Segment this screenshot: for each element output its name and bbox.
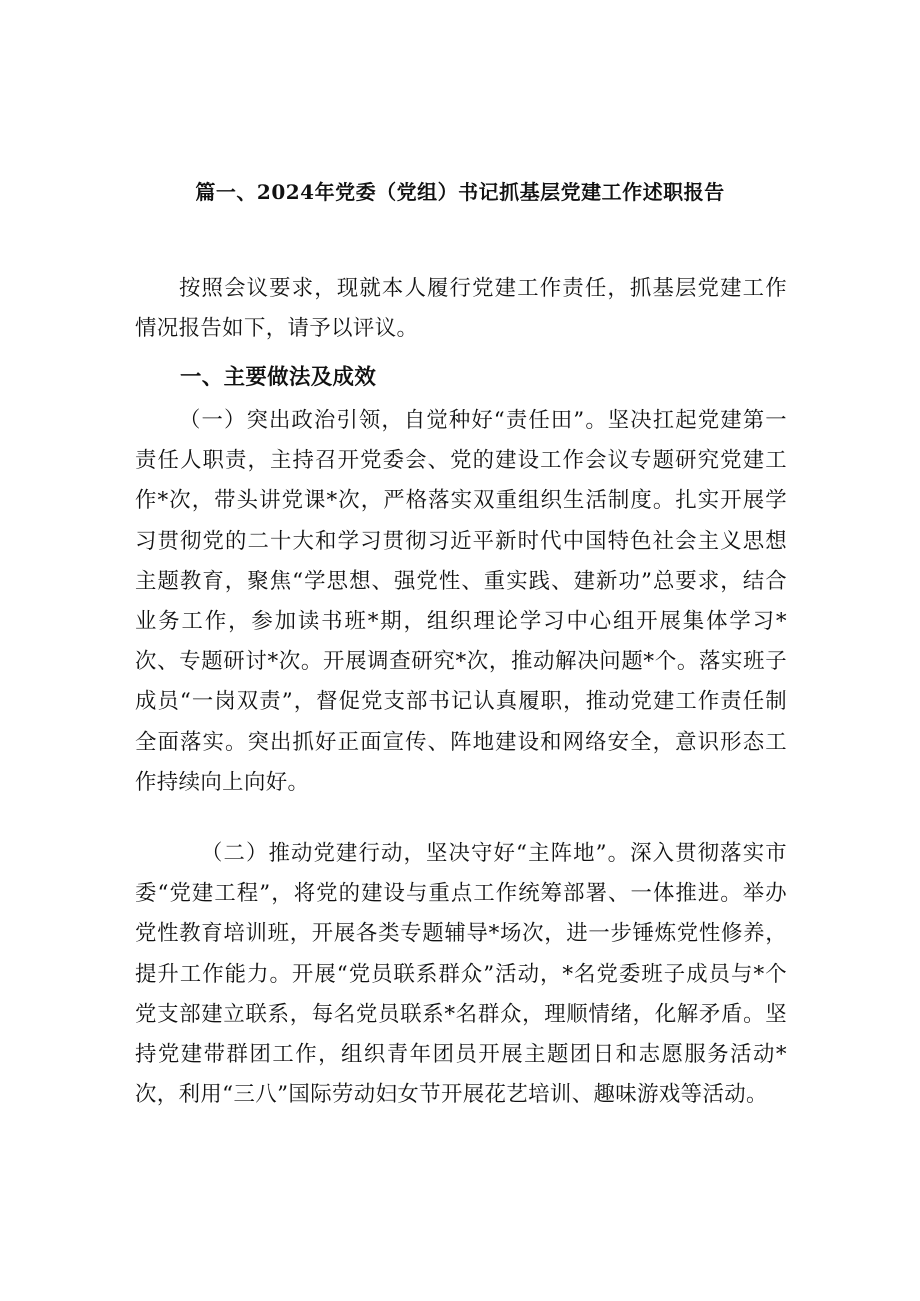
paragraph-political-leadership: （一）突出政治引领，自觉种好“责任田”。坚决扛起党建第一责任人职责，主持召开党委会、党的建设工作会议专题研究党建工作*次，带头讲党课*次，严格落实双重组织生活制度。扎实开展学习贯彻党的二十大和学习贯彻习近平新时代中国特色社会主义思想主题教育，聚焦“学思想、强党性、重实践、建新功”总要求，结合业务工作，参加读书班*期，组织理论学习中心组开展集体学习*次、专题研讨*次。开展调查研究*次，推动解决问题*个。落实班子成员“一岗双责”，督促党支部书记认真履职，推动党建工作责任制全面落实。突出抓好正面宣传、阵地建设和网络安全，意识形态工作持续向上向好。 bbox=[135, 408, 787, 795]
intro-paragraph: 按照会议要求，现就本人履行党建工作责任，抓基层党建工作情况报告如下，请予以评议。 bbox=[135, 276, 787, 342]
section-heading: 一、主要做法及成效 bbox=[180, 365, 377, 390]
paragraph-party-building-action: （二）推动党建行动，坚决守好“主阵地”。深入贯彻落实市委“党建工程”，将党的建设与重点工作统筹部署、一体推进。举办党性教育培训班，开展各类专题辅导*场次，进一步锤炼党性修养，提升工作能力。开展“党员联系群众”活动，*名党委班子成员与*个党支部建立联系，每名党员联系*名群众，理顺情绪，化解矛盾。坚持党建带群团工作，组织青年团员开展主题团日和志愿服务活动*次，利用“三八”国际劳动妇女节开展花艺培训、趣味游戏等活动。 bbox=[135, 841, 787, 1108]
document-title: 篇一、2024年党委（党组）书记抓基层党建工作述职报告 bbox=[195, 180, 725, 204]
